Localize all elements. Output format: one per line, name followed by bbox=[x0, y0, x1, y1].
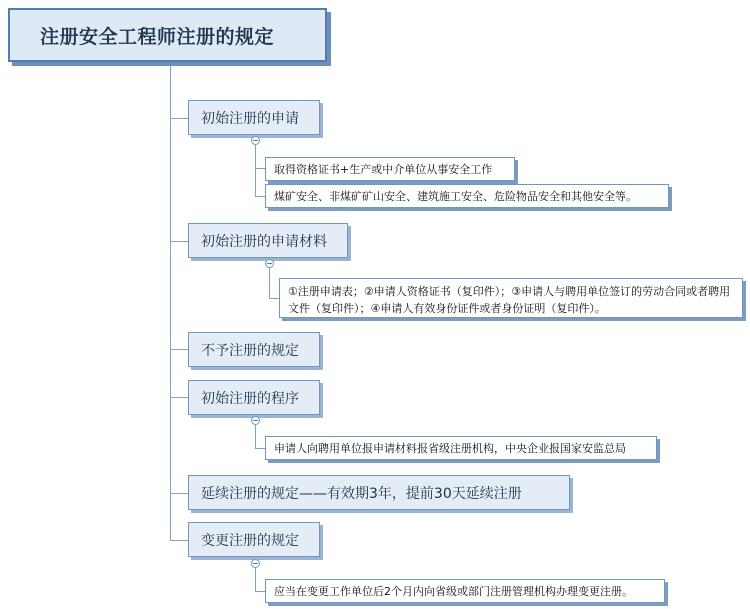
branch-label: 变更注册的规定 bbox=[201, 532, 299, 549]
branch-no-registration[interactable] bbox=[188, 332, 320, 367]
sub-trunk-line bbox=[255, 424, 256, 448]
leaf-text: 取得资格证书+生产或中介单位从事安全工作 bbox=[274, 163, 493, 176]
branch-label: 延续注册的规定——有效期3年，提前30天延续注册 bbox=[201, 485, 522, 502]
branch-initial-materials[interactable] bbox=[188, 223, 348, 258]
leaf-text: 煤矿安全、非煤矿矿山安全、建筑施工安全、危险物品安全和其他安全等。 bbox=[274, 190, 637, 203]
sub-trunk-line bbox=[255, 567, 256, 591]
connector bbox=[269, 298, 279, 299]
connector bbox=[255, 591, 265, 592]
branch-renewal[interactable] bbox=[188, 475, 570, 510]
root-title: 注册安全工程师注册的规定 bbox=[40, 25, 275, 48]
collapse-toggle-icon[interactable] bbox=[251, 559, 260, 568]
branch-label: 不予注册的规定 bbox=[201, 342, 299, 359]
connector bbox=[255, 196, 265, 197]
branch-initial-procedure[interactable] bbox=[188, 380, 320, 415]
connector bbox=[170, 397, 188, 398]
root-topic[interactable] bbox=[8, 8, 327, 62]
collapse-toggle-icon[interactable] bbox=[251, 136, 260, 145]
branch-label: 初始注册的程序 bbox=[201, 390, 299, 407]
leaf-text: ①注册申请表；②申请人资格证书（复印件）；③申请人与聘用单位签订的劳动合同或者聘用文件（复印件）；④申请人有效身份证件或者身份证明（复印件）。 bbox=[288, 285, 731, 315]
connector bbox=[170, 241, 188, 242]
connector bbox=[170, 493, 188, 494]
branch-label: 初始注册的申请材料 bbox=[201, 233, 327, 250]
connector bbox=[255, 448, 265, 449]
collapse-toggle-icon[interactable] bbox=[265, 259, 274, 268]
leaf-text: 应当在变更工作单位后2个月内向省级或部门注册管理机构办理变更注册。 bbox=[274, 585, 633, 598]
leaf-topic[interactable] bbox=[265, 184, 669, 208]
trunk-line bbox=[170, 62, 171, 540]
leaf-topic[interactable] bbox=[265, 436, 657, 460]
collapse-toggle-icon[interactable] bbox=[251, 416, 260, 425]
leaf-topic[interactable] bbox=[265, 157, 515, 181]
leaf-text: 申请人向聘用单位报申请材料报省级注册机构，中央企业报国家安监总局 bbox=[274, 442, 626, 455]
sub-trunk-line bbox=[255, 145, 256, 196]
connector bbox=[170, 118, 188, 119]
sub-trunk-line bbox=[269, 268, 270, 299]
connector bbox=[255, 168, 265, 169]
leaf-topic[interactable] bbox=[279, 278, 743, 318]
branch-initial-application[interactable] bbox=[188, 100, 320, 135]
connector bbox=[170, 349, 188, 350]
leaf-topic[interactable] bbox=[265, 579, 665, 603]
branch-change-registration[interactable] bbox=[188, 522, 320, 557]
branch-label: 初始注册的申请 bbox=[201, 110, 299, 127]
connector bbox=[170, 540, 188, 541]
